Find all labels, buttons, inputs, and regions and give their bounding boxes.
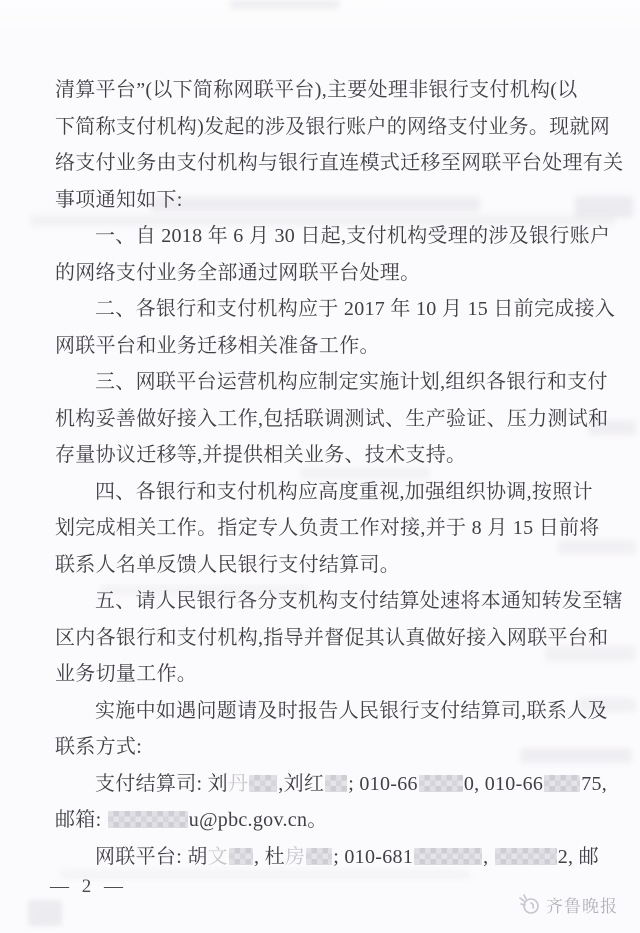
text-line bbox=[55, 72, 625, 109]
text-segment: ; 010-681 bbox=[333, 845, 414, 868]
text-line bbox=[55, 291, 625, 328]
redaction-mosaic bbox=[249, 775, 277, 792]
text-line bbox=[55, 766, 625, 803]
redaction-mosaic bbox=[495, 848, 557, 865]
text-segment: 2, 邮 bbox=[557, 845, 599, 868]
text-segment: 事项通知如下: bbox=[55, 188, 183, 211]
text-segment: 一、自 2018 年 6 月 30 日起,支付机构受理的涉及银行账户 bbox=[95, 225, 611, 247]
text-segment: 网联平台: 胡 bbox=[95, 845, 208, 868]
document-body bbox=[55, 72, 625, 875]
text-line bbox=[55, 182, 625, 219]
text-segment: 下简称支付机构)发起的涉及银行账户的网络支付业务。现就网 bbox=[55, 115, 611, 138]
faint-text-segment: 房 bbox=[284, 845, 306, 868]
text-segment: 划完成相关工作。指定专人负责工作对接,并于 8 月 15 日前将 bbox=[55, 517, 600, 539]
text-line bbox=[55, 547, 625, 584]
text-line bbox=[55, 255, 625, 292]
text-segment: ,刘红 bbox=[278, 772, 325, 795]
text-segment: , bbox=[483, 845, 494, 868]
text-segment: 的网络支付业务全部通过网联平台处理。 bbox=[55, 261, 421, 284]
text-line bbox=[55, 802, 625, 839]
text-line bbox=[55, 839, 625, 876]
text-segment: 业务切量工作。 bbox=[55, 663, 198, 685]
redaction-mosaic bbox=[108, 811, 188, 828]
faint-text-segment: 文 bbox=[207, 845, 228, 868]
text-segment: 邮箱: bbox=[55, 809, 107, 831]
redaction-mosaic bbox=[306, 848, 332, 865]
text-segment: 四、各银行和支付机构应高度重视,加强组织协调,按照计 bbox=[95, 480, 593, 503]
text-segment: 二、各银行和支付机构应于 2017 年 10 月 15 日前完成接入 bbox=[95, 298, 616, 320]
news-watermark bbox=[518, 892, 618, 917]
text-segment: 区内各银行和支付机构,指导并督促其认真做好接入网联平台和 bbox=[55, 626, 609, 649]
text-line bbox=[55, 145, 625, 182]
redaction-mosaic bbox=[229, 848, 253, 865]
watermark-text: 齐鲁晚报 bbox=[546, 897, 618, 916]
text-line bbox=[55, 109, 625, 146]
text-line bbox=[55, 364, 625, 401]
text-line bbox=[55, 510, 625, 547]
redaction-mosaic bbox=[544, 775, 580, 792]
text-segment: 0, 010-66 bbox=[463, 772, 544, 795]
text-line bbox=[55, 218, 625, 255]
page-number: — 2 — bbox=[50, 876, 127, 897]
text-segment: 三、网联平台运营机构应制定实施计划,组织各银行和支付 bbox=[95, 371, 608, 393]
qilu-evening-news-logo-icon bbox=[518, 893, 542, 917]
text-segment: 清算平台”(以下简称网联平台),主要处理非银行支付机构(以 bbox=[55, 79, 578, 101]
redaction-mosaic bbox=[419, 775, 463, 792]
text-segment: 机构妥善做好接入工作,包括联调测试、生产验证、压力测试和 bbox=[55, 407, 609, 430]
text-line bbox=[55, 693, 625, 730]
redaction-mosaic bbox=[325, 775, 347, 792]
text-line bbox=[55, 620, 625, 657]
text-line bbox=[55, 583, 625, 620]
text-segment: u@pbc.gov.cn。 bbox=[188, 809, 328, 831]
text-line bbox=[55, 656, 625, 693]
text-segment: 五、请人民银行各分支机构支付结算处速将本通知转发至辖 bbox=[95, 590, 623, 612]
text-line bbox=[55, 474, 625, 511]
text-line bbox=[55, 437, 625, 474]
text-line bbox=[55, 729, 625, 766]
text-segment: ; 010-66 bbox=[348, 772, 418, 795]
text-segment: 支付结算司: 刘 bbox=[95, 772, 228, 795]
faint-text-segment: 丹 bbox=[227, 772, 249, 795]
text-segment: 联系人名单反馈人民银行支付结算司。 bbox=[55, 553, 401, 576]
text-segment: 实施中如遇问题请及时报告人民银行支付结算司,联系人及 bbox=[95, 699, 608, 722]
text-line bbox=[55, 328, 625, 365]
text-line bbox=[55, 401, 625, 438]
redaction-mosaic bbox=[414, 848, 482, 865]
text-segment: 75, bbox=[581, 772, 608, 795]
text-segment: 络支付业务由支付机构与银行直连模式迁移至网联平台处理有关 bbox=[55, 152, 624, 174]
text-segment: 联系方式: bbox=[55, 736, 143, 758]
text-segment: 网联平台和业务迁移相关准备工作。 bbox=[55, 334, 380, 357]
text-segment: 存量协议迁移等,并提供相关业务、技术支持。 bbox=[55, 444, 467, 466]
text-segment: , 杜 bbox=[253, 845, 285, 868]
